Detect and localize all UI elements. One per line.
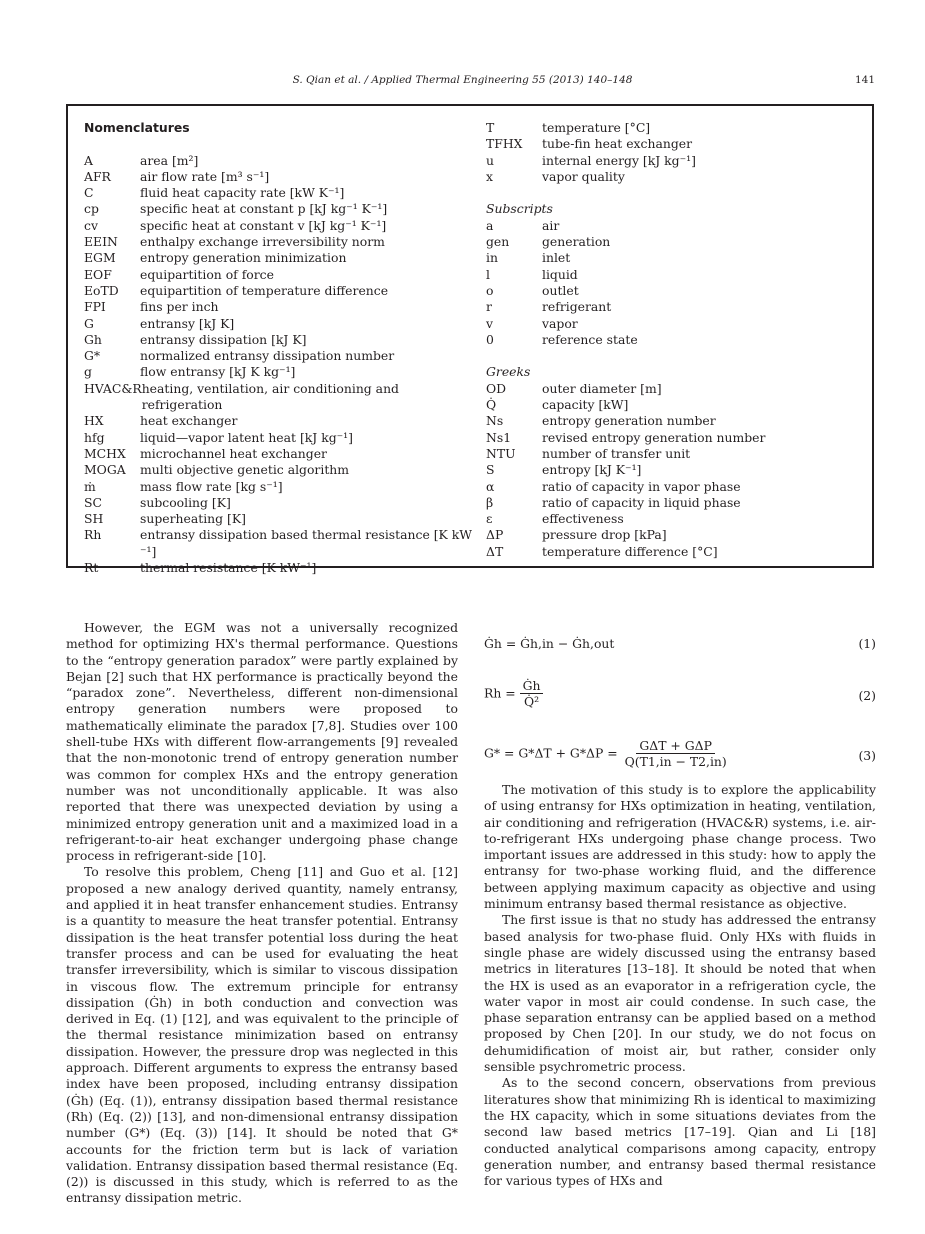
- nomenclature-symbol: l: [486, 266, 490, 282]
- nomenclature-symbol: TFHX: [486, 136, 523, 152]
- nomenclature-left-column: [84, 120, 474, 576]
- nomenclature-symbol: MCHX: [84, 445, 126, 461]
- nomenclature-symbol: cp: [84, 201, 99, 217]
- nomenclature-symbol: T: [486, 120, 495, 135]
- nomenclature-symbol: r: [486, 299, 492, 315]
- nomenclature-row: [486, 511, 866, 527]
- nomenclature-definition: specific heat at constant v [kJ kg⁻¹ K⁻¹]: [140, 217, 387, 233]
- nomenclature-symbol: o: [486, 282, 494, 298]
- nomenclature-definition: outer diameter [m]: [542, 380, 662, 396]
- nomenclature-row: [486, 527, 866, 543]
- nomenclature-definition: equipartition of temperature difference: [140, 282, 389, 298]
- nomenclature-row: [486, 234, 866, 250]
- nomenclature-symbol: HVAC&R: [84, 380, 142, 396]
- nomenclature-row: [84, 462, 474, 478]
- nomenclature-symbol: β: [486, 494, 494, 510]
- left-column-text: [66, 620, 458, 1207]
- nomenclature-row: [486, 462, 866, 478]
- nomenclature-symbol: EOF: [84, 266, 112, 282]
- nomenclature-row: [486, 267, 866, 283]
- nomenclature-row: [486, 120, 866, 136]
- nomenclature-definition: entransy dissipation based thermal resistance [K kW ⁻¹]: [140, 527, 472, 559]
- nomenclature-definition: area [m²]: [140, 152, 199, 168]
- nomenclature-row: [486, 479, 866, 495]
- nomenclature-row: [486, 495, 866, 511]
- nomenclature-left-list: [84, 153, 474, 577]
- nomenclature-row: [486, 299, 866, 315]
- nomenclature-row: [84, 430, 474, 446]
- nomenclature-definition: number of transfer unit: [542, 445, 691, 461]
- nomenclature-symbol: EoTD: [84, 282, 119, 298]
- nomenclature-symbol: HX: [84, 413, 104, 429]
- nomenclature-symbol: x: [486, 168, 493, 184]
- equation-2-number: (2): [858, 688, 876, 703]
- nomenclature-symbol: v: [486, 315, 493, 331]
- equation-2-denominator: Q̇²: [523, 694, 540, 709]
- nomenclature-symbol: Gh: [84, 331, 102, 347]
- paragraph: The first issue is that no study has addressed the entransy based analysis for two-phase fluid. Only HXs with fluids in single phase are widely discussed using the entransy based metrics in literatures [13–18]. It should be noted that when the HX is used as an evaporator in a refrigeration cycle, the water vapor in most air could condense. In such case, the phase separation entransy can be applied based on a method proposed by Chen [20]. In our study, we do not focus on dehumidification of moist air, but rather, consider only sensible psychrometric process.: [484, 912, 876, 1075]
- nomenclature-row: [84, 185, 474, 201]
- nomenclature-row: [486, 381, 866, 397]
- equation-2-fraction: [520, 678, 544, 710]
- nomenclature-definition: temperature difference [°C]: [542, 543, 718, 559]
- equation-3-lhs: G* = G*ΔT + G*ΔP =: [484, 745, 618, 761]
- nomenclature-symbol: OD: [486, 380, 507, 396]
- nomenclature-definition: effectiveness: [542, 511, 624, 527]
- equation-2-lhs: Rh =: [484, 685, 516, 701]
- nomenclature-row: [486, 169, 866, 185]
- nomenclature-definition: generation: [542, 234, 611, 250]
- nomenclature-symbol: G: [84, 315, 94, 331]
- nomenclature-definition: outlet: [542, 282, 579, 298]
- equation-2-numerator: Ġh: [520, 678, 544, 694]
- nomenclature-definition: entransy dissipation [kJ K]: [140, 331, 307, 347]
- nomenclature-symbol: Ns: [486, 413, 504, 429]
- nomenclature-definition: temperature [°C]: [542, 120, 651, 135]
- nomenclature-row: [486, 430, 866, 446]
- nomenclature-definition: vapor quality: [542, 168, 625, 184]
- nomenclature-definition: liquid—vapor latent heat [kJ kg⁻¹]: [140, 429, 353, 445]
- nomenclature-title: Nomenclatures: [84, 120, 190, 135]
- nomenclature-definition: thermal resistance [K kW⁻¹]: [140, 560, 317, 576]
- nomenclature-definition: internal energy [kJ kg⁻¹]: [542, 152, 696, 168]
- nomenclature-symbol: u: [486, 152, 494, 168]
- nomenclature-definition: entropy generation number: [542, 413, 716, 429]
- nomenclature-definition: liquid: [542, 266, 578, 282]
- nomenclature-row: [84, 234, 474, 250]
- nomenclature-symbol: EGM: [84, 250, 116, 266]
- nomenclature-row: [84, 511, 474, 527]
- nomenclature-definition: fins per inch: [140, 299, 219, 315]
- equation-3: [484, 738, 876, 778]
- nomenclature-symbol: Rh: [84, 527, 102, 543]
- equation-3-denominator: Q(T1,in − T2,in): [624, 754, 727, 769]
- nomenclature-definition: specific heat at constant p [kJ kg⁻¹ K⁻¹]: [140, 201, 388, 217]
- nomenclature-definition: heat exchanger: [140, 413, 238, 429]
- equation-1-number: (1): [858, 636, 876, 651]
- nomenclature-definition: superheating [K]: [140, 511, 246, 527]
- equation-3-number: (3): [858, 748, 876, 763]
- nomenclature-symbol: hfg: [84, 429, 105, 445]
- nomenclature-symbol: G*: [84, 348, 101, 364]
- equation-2: [484, 678, 876, 718]
- nomenclature-definition: entropy [kJ K⁻¹]: [542, 462, 642, 478]
- nomenclature-definition: microchannel heat exchanger: [140, 445, 327, 461]
- equation-3-fraction: [622, 738, 730, 770]
- paragraph: To resolve this problem, Cheng [11] and Guo et al. [12] proposed a new analogy derived quantity, namely entransy, and applied it in heat transfer enhancement studies. Entransy is a quantity to measure the heat transfer potential. Entransy dissipation is the heat transfer potential loss during the heat transfer process and can be used for evaluating the heat transfer irreversibility, which is similar to viscous dissipation in viscous flow. The extremum principle for entransy dissipation (Ġh) in both conduction and convection was derived in Eq. (1) [12], and was equivalent to the principle of the thermal resistance minimization based on entransy dissipation. However, the pressure drop was neglected in this approach. Different arguments to express the entransy based index have been proposed, including entransy dissipation (Ġh) (Eq. (1)), entransy dissipation based thermal resistance (Rh) (Eq. (2)) [13], and non-dimensional entransy dissipation number (G*) (Eq. (3)) [14]. It should be noted that G* accounts for the friction term but is lack of variation validation. Entransy dissipation based thermal resistance (Eq. (2)) is discussed in this study, which is referred to as the entransy dissipation metric.: [66, 864, 458, 1206]
- nomenclature-symbol: C: [84, 185, 94, 201]
- nomenclature-definition: pressure drop [kPa]: [542, 527, 667, 543]
- nomenclature-definition: enthalpy exchange irreversibility norm: [140, 234, 385, 250]
- nomenclature-row: [84, 479, 474, 495]
- nomenclature-definition: refrigerant: [542, 299, 612, 315]
- nomenclature-symbol: ε: [486, 511, 493, 527]
- nomenclature-symbol: ΔT: [486, 543, 504, 559]
- nomenclature-row: [84, 332, 474, 348]
- nomenclature-symbol: SC: [84, 494, 102, 510]
- equation-3-numerator: GΔT + GΔP: [636, 738, 715, 754]
- nomenclature-row: [84, 169, 474, 185]
- nomenclature-row: [84, 283, 474, 299]
- nomenclature-row: [84, 348, 474, 364]
- nomenclature-row: [486, 283, 866, 299]
- nomenclature-symbol: gen: [486, 234, 510, 250]
- nomenclature-row: [84, 364, 474, 380]
- nomenclature-definition: fluid heat capacity rate [kW K⁻¹]: [140, 185, 345, 201]
- nomenclature-symbol: cv: [84, 217, 98, 233]
- nomenclature-symbol: Rt: [84, 560, 99, 576]
- nomenclature-row: [486, 153, 866, 169]
- nomenclature-row: [486, 332, 866, 348]
- nomenclature-symbol: ṁ: [84, 478, 96, 494]
- nomenclature-definition: inlet: [542, 250, 571, 266]
- paragraph: As to the second concern, observations from previous literatures show that minimizing Rh is identical to maximizing the HX capacity, which in some situations deviates from the second law based metrics [17–19]. Qian and Li [18] conducted analytical comparisons among capacity, entropy generation number, and entransy based thermal resistance for various types of HXs and: [484, 1075, 876, 1189]
- nomenclature-definition: normalized entransy dissipation number: [140, 348, 395, 364]
- nomenclature-right-column: [486, 120, 866, 560]
- equation-1-body: Ġh = Ġh,in − Ġh,out: [484, 636, 615, 651]
- nomenclature-row: [486, 218, 866, 234]
- nomenclature-row: [84, 413, 474, 429]
- nomenclature-symbol: NTU: [486, 445, 516, 461]
- paragraph: The motivation of this study is to explore the applicability of using entransy for HXs optimization in heating, ventilation, air conditioning and refrigeration (HVAC&R) systems, i.e. air-to-refrigerant HXs undergoing phase change process. Two important issues are addressed in this study: how to apply the entransy for two-phase working fluid, and the difference between applying maximum capacity as objective and using minimum entransy based thermal resistance as objective.: [484, 782, 876, 912]
- nomenclature-symbol: 0: [486, 331, 494, 347]
- nomenclature-symbol: S: [486, 462, 495, 478]
- nomenclature-right-list: [486, 120, 866, 185]
- nomenclature-symbol: MOGA: [84, 462, 126, 478]
- equation-1: [484, 636, 876, 654]
- nomenclature-row: [486, 136, 866, 152]
- nomenclature-row: [84, 495, 474, 511]
- nomenclature-row: [84, 316, 474, 332]
- nomenclature-row: [486, 397, 866, 413]
- nomenclature-definition: vapor: [542, 315, 578, 331]
- nomenclature-row: [486, 250, 866, 266]
- nomenclature-definition: heating, ventilation, air conditioning and refrigeration: [141, 380, 399, 413]
- nomenclature-row: [84, 381, 474, 414]
- right-column-text: [484, 782, 876, 1189]
- nomenclature-symbol: A: [84, 152, 93, 168]
- nomenclature-symbol: ΔP: [486, 527, 504, 543]
- nomenclature-symbol: FPI: [84, 299, 106, 315]
- nomenclature-row: [486, 316, 866, 332]
- subscripts-list: [486, 218, 866, 348]
- nomenclature-row: [84, 446, 474, 462]
- nomenclature-symbol: AFR: [84, 168, 111, 184]
- nomenclature-symbol: Q̇: [486, 397, 497, 413]
- nomenclature-row: [84, 299, 474, 315]
- running-header: [0, 74, 925, 90]
- nomenclature-row: [84, 250, 474, 266]
- nomenclature-row: [84, 201, 474, 217]
- subscripts-title: Subscripts: [486, 201, 553, 217]
- nomenclature-symbol: SH: [84, 511, 104, 527]
- nomenclature-definition: ratio of capacity in vapor phase: [542, 478, 741, 494]
- nomenclature-definition: ratio of capacity in liquid phase: [542, 494, 741, 510]
- greeks-title: Greeks: [486, 364, 531, 380]
- nomenclature-box: [66, 104, 874, 576]
- nomenclature-symbol: a: [486, 217, 494, 233]
- nomenclature-row: [84, 527, 474, 560]
- greeks-list: [486, 381, 866, 560]
- page-number: 141: [854, 74, 875, 86]
- nomenclature-definition: mass flow rate [kg s⁻¹]: [140, 478, 283, 494]
- paragraph: However, the EGM was not a universally recognized method for optimizing HX's thermal performance. Questions to the “entropy generation paradox” were partly explained by Bejan [2] such that HX performance is practically beyond the “paradox zone”. Nevertheless, different non-dimensional entropy generation numbers were proposed to mathematically eliminate the paradox [7,8]. Studies over 100 shell-tube HXs with different flow-arrangements [9] revealed that the non-monotonic trend of entropy generation number was common for complex HXs and the entropy generation number was not unconditionally applicable. It was also reported that there was unexpected deviation by using a minimized entropy generation unit and a maximized load in a refrigerant-to-air heat exchanger undergoing phase change process in refrigerant-side [10].: [66, 620, 458, 864]
- nomenclature-row: [84, 267, 474, 283]
- nomenclature-symbol: EEIN: [84, 234, 118, 250]
- nomenclature-row: [486, 544, 866, 560]
- nomenclature-definition: air flow rate [m³ s⁻¹]: [140, 168, 270, 184]
- nomenclature-definition: subcooling [K]: [140, 494, 231, 510]
- nomenclature-definition: entransy [kJ K]: [140, 315, 235, 331]
- nomenclature-row: [84, 218, 474, 234]
- nomenclature-definition: air: [542, 217, 560, 233]
- nomenclature-symbol: in: [486, 250, 498, 266]
- nomenclature-symbol: Ns1: [486, 429, 512, 445]
- nomenclature-symbol: g: [84, 364, 92, 380]
- nomenclature-row: [84, 560, 474, 576]
- nomenclature-definition: equipartition of force: [140, 266, 274, 282]
- nomenclature-definition: capacity [kW]: [542, 397, 629, 413]
- nomenclature-symbol: α: [486, 478, 495, 494]
- nomenclature-definition: multi objective genetic algorithm: [140, 462, 350, 478]
- journal-citation: S. Qian et al. / Applied Thermal Engineering 55 (2013) 140–148: [292, 74, 633, 86]
- nomenclature-definition: reference state: [542, 331, 638, 347]
- nomenclature-definition: flow entransy [kJ K kg⁻¹]: [140, 364, 296, 380]
- nomenclature-row: [84, 153, 474, 169]
- nomenclature-definition: entropy generation minimization: [140, 250, 347, 266]
- nomenclature-row: [486, 413, 866, 429]
- nomenclature-definition: tube-fin heat exchanger: [542, 136, 693, 152]
- nomenclature-row: [486, 446, 866, 462]
- nomenclature-definition: revised entropy generation number: [542, 429, 766, 445]
